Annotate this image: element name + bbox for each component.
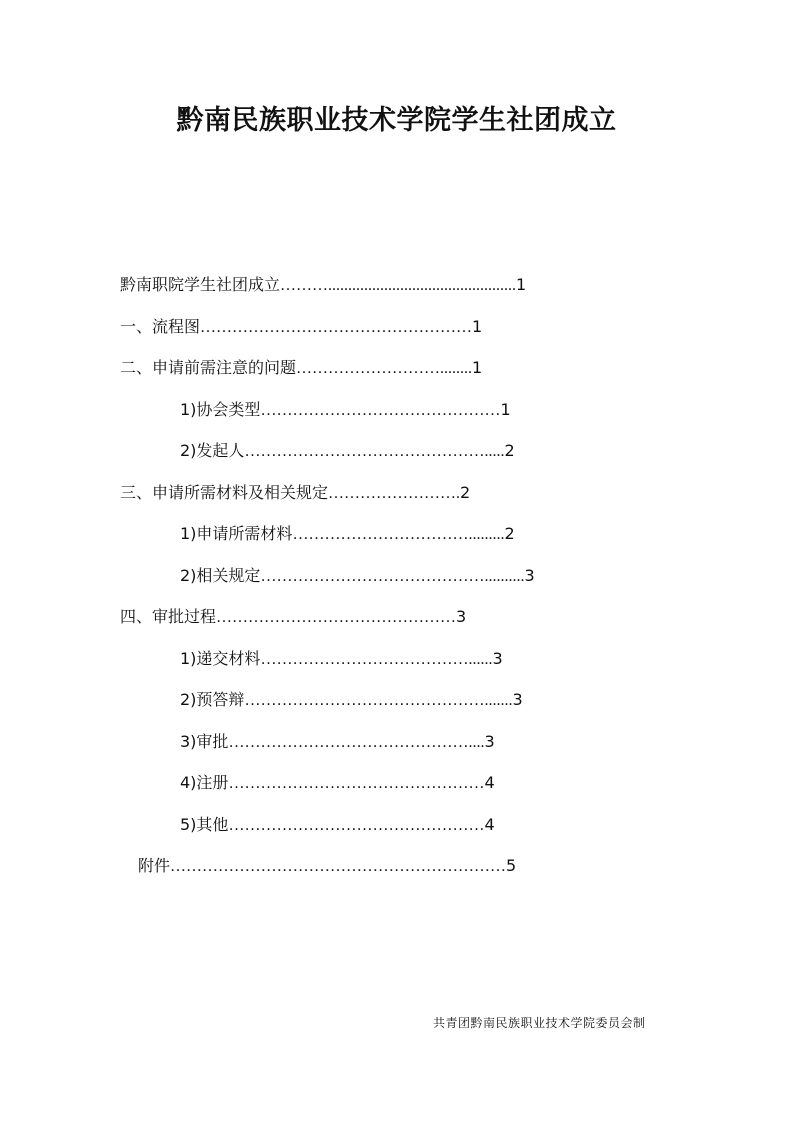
toc-entry-leader: ………………………………………....... [244,692,513,709]
toc-entry-leader: ……………………………………….... [228,734,485,751]
toc-entry-page: 1 [516,275,527,294]
toc-entry [180,773,495,794]
toc-entry-leader: ………............................................... [280,277,517,294]
toc-entry-label: 黔南职院学生社团成立 [120,275,281,294]
toc-entry [180,566,535,587]
toc-entry-label: 三、申请所需材料及相关规定 [120,483,329,502]
toc-entry-leader: ……………………………………… [216,609,457,626]
toc-entry-label: 2)相关规定 [180,566,261,585]
toc-entry-label: 1)协会类型 [180,400,261,419]
toc-entry-page: 3 [512,690,523,709]
toc-entry-leader: …………………………………….......... [260,568,525,585]
toc-entry-label: 5)其他 [180,815,229,834]
toc-entry [120,275,526,296]
toc-entry [180,690,523,711]
toc-entry [138,856,516,877]
toc-entry-page: 2 [504,441,515,460]
toc-entry [180,524,515,545]
toc-entry-page: 1 [472,317,483,336]
toc-entry-label: 附件 [138,856,171,875]
toc-entry-leader: ………………………………………..... [244,443,505,460]
toc-entry-page: 4 [484,773,495,792]
toc-entry-page: 2 [460,483,471,502]
toc-entry [120,483,470,504]
toc-entry [180,400,511,421]
toc-entry-leader: …………………………………...... [260,651,493,668]
toc-entry-leader: …………………………………………… [200,319,473,336]
toc-entry-page: 3 [484,732,495,751]
toc-entry-label: 1)申请所需材料 [180,524,293,543]
toc-entry-leader: ……………………………………… [260,402,501,419]
toc-entry-label: 4)注册 [180,773,229,792]
toc-entry [120,358,482,379]
toc-entry-page: 3 [492,649,503,668]
toc-entry-page: 1 [500,400,511,419]
toc-entry-leader: ………………………………………… [228,775,485,792]
document-title: 黔南民族职业技术学院学生社团成立 [176,105,617,136]
toc-entry [180,732,495,753]
toc-entry-page: 1 [472,358,483,377]
toc-entry [120,317,482,338]
toc-entry-page: 2 [504,524,515,543]
toc-entry-leader: ……………………………………………………… [170,858,507,875]
toc-entry-label: 二、申请前需注意的问题 [120,358,297,377]
toc-entry [120,607,466,628]
toc-entry-label: 四、审批过程 [120,607,217,626]
toc-entry-label: 一、流程图 [120,317,201,336]
toc-entry-page: 4 [484,815,495,834]
toc-entry-leader: ………………………………………… [228,817,485,834]
toc-entry [180,441,515,462]
document-footer: 共青团黔南民族职业技术学院委员会制 [433,1016,646,1030]
toc-entry [180,649,503,670]
toc-entry-leader: ……………………………......... [292,526,505,543]
toc-entry-leader: ……………………. [328,485,461,502]
toc-entry-page: 3 [524,566,535,585]
toc-entry [180,815,495,836]
toc-entry-page: 5 [506,856,517,875]
toc-entry-label: 2)发起人 [180,441,245,460]
toc-entry-leader: ………………………........ [296,360,473,377]
toc-entry-label: 2)预答辩 [180,690,245,709]
toc-entry-label: 3)审批 [180,732,229,751]
toc-entry-page: 3 [456,607,467,626]
toc-entry-label: 1)递交材料 [180,649,261,668]
